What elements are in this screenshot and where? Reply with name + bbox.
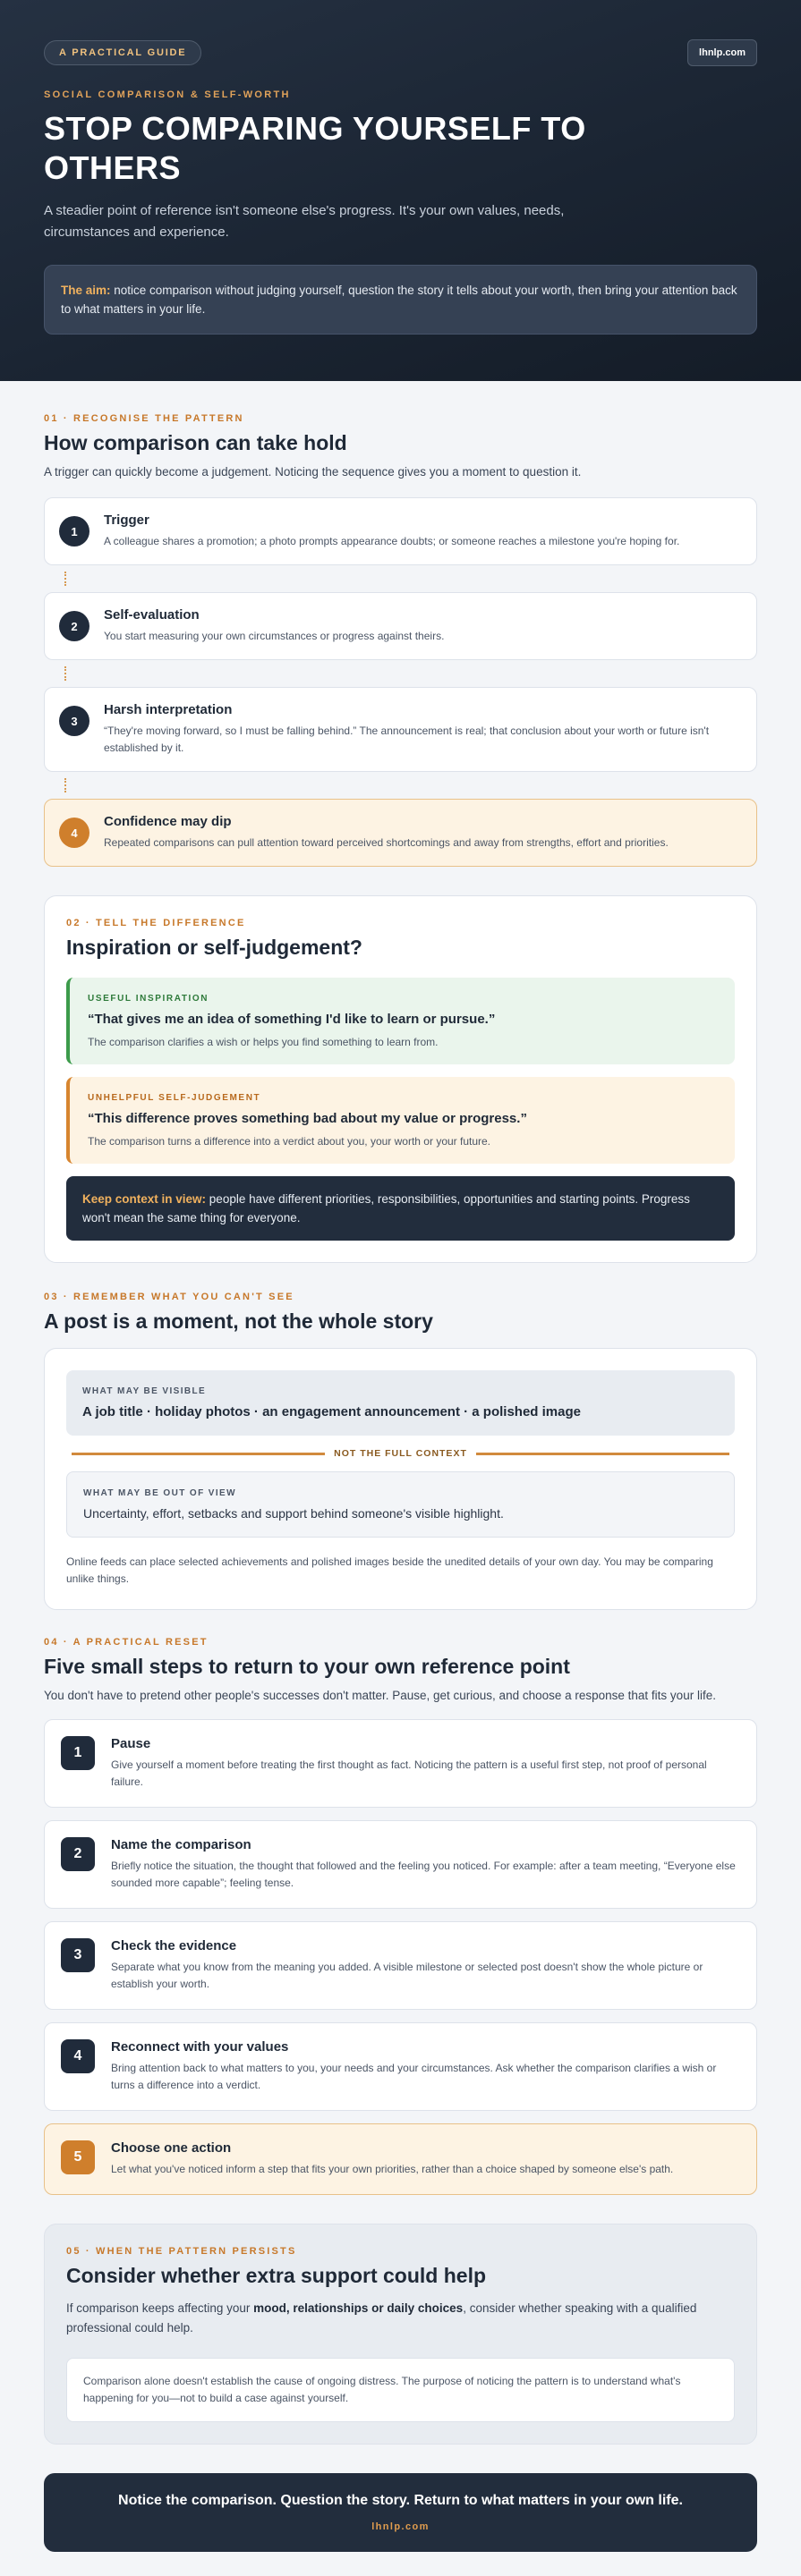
section-recognise-pattern [0,381,801,867]
hero-header [0,0,801,381]
footer-section [0,2473,801,2552]
step-title: Check the evidence [111,1938,237,1953]
brand-link[interactable]: lhnlp.com [687,39,757,66]
section-title: A post is a moment, not the whole story [44,1309,433,1333]
divider-line [476,1453,729,1455]
step-title: Self-evaluation [104,607,200,623]
section-lead: You don't have to pretend other people's successes don't matter. Pause, get curious, and choose a response that fits your life. [44,1689,716,1702]
step-number: 1 [61,1736,95,1770]
callout-quote: “That gives me an idea of something I'd like to learn or pursue.” [88,1012,496,1027]
step-connector [44,772,757,799]
step-title: Choose one action [111,2140,232,2156]
aim-label: The aim: [61,284,111,297]
section-eyebrow: 01 · RECOGNISE THE PATTERN [44,413,244,424]
step-text: Repeated comparisons can pull attention toward perceived shortcomings and away from strengths, effort and priorities. [104,836,669,849]
step-text: A colleague shares a promotion; a photo prompts appearance doubts; or someone reaches a milestone you're hoping for. [104,535,680,547]
difference-card [44,895,757,1263]
reset-step-choose-action [44,2123,757,2195]
hidden-box [66,1471,735,1538]
step-text: “They're moving forward, so I must be falling behind.” The announcement is real; that conclusion about your worth or future isn't established by it. [104,724,710,754]
lead-emphasis: mood, relationships or daily choices [253,2301,464,2315]
section-extra-support [0,2224,801,2445]
section-practical-reset [0,1637,801,2195]
footer-brand-link[interactable]: lhnlp.com [371,2521,430,2532]
step-number: 2 [61,1837,95,1871]
step-number: 3 [59,706,89,736]
aim-text: notice comparison without judging yourself, question the story it tells about your worth, then bring your attention back to what matters in your life. [61,284,737,316]
step-connector [44,660,757,687]
pattern-step-confidence-dip [44,799,757,867]
step-title: Harsh interpretation [104,702,233,717]
context-text: people have different priorities, responsibilities, opportunities and starting points. Progress won't mean the same thing for everyone. [82,1192,690,1224]
callout-tag: UNHELPFUL SELF-JUDGEMENT [88,1093,261,1103]
section-eyebrow: 04 · A PRACTICAL RESET [44,1637,209,1648]
context-divider [72,1448,729,1459]
lead-part: , consider whether speaking with a qualified professional could help. [66,2301,697,2334]
hero-subtitle: A steadier point of reference isn't someone else's progress. It's your own values, needs, circumstances and experience. [44,203,565,240]
section-eyebrow: 03 · REMEMBER WHAT YOU CAN'T SEE [44,1292,294,1302]
step-title: Reconnect with your values [111,2039,289,2055]
callout-quote: “This difference proves something bad about my value or progress.” [88,1111,527,1126]
visible-box [66,1370,735,1436]
reset-step-reconnect-values [44,2022,757,2111]
pattern-step-trigger [44,497,757,565]
step-title: Confidence may dip [104,814,232,829]
callout-tag: USEFUL INSPIRATION [88,994,209,1004]
section-title: How comparison can take hold [44,431,347,454]
hero-top-row [44,39,757,66]
step-connector [44,565,757,592]
step-text: You start measuring your own circumstances or progress against theirs. [104,630,445,642]
hidden-text: Uncertainty, effort, setbacks and support behind someone's visible highlight. [83,1506,504,1521]
context-note [66,1176,735,1241]
footer-title: Notice the comparison. Question the story. Return to what matters in your own life. [118,2493,683,2508]
step-number: 3 [61,1938,95,1972]
aim-box [44,265,757,335]
section-lead [66,2299,735,2338]
unhelpful-judgement-callout [66,1077,735,1164]
useful-inspiration-callout [66,978,735,1064]
hero-eyebrow: SOCIAL COMPARISON & SELF-WORTH [44,89,291,100]
section-cant-see [0,1292,801,1610]
support-note: Comparison alone doesn't establish the cause of ongoing distress. The purpose of noticing the pattern is to understand what's happening for you—not to build a case against yourself. [66,2358,735,2422]
guide-badge: A PRACTICAL GUIDE [44,40,201,65]
section-lead: A trigger can quickly become a judgement. Noticing the sequence gives you a moment to question it. [44,465,582,479]
step-number: 1 [59,516,89,547]
divider-line [72,1453,325,1455]
reset-step-pause [44,1719,757,1808]
step-title: Trigger [104,513,149,528]
context-label: Keep context in view: [82,1192,207,1206]
hidden-tag: WHAT MAY BE OUT OF VIEW [83,1488,236,1498]
pattern-step-self-evaluation [44,592,757,660]
section-title: Inspiration or self-judgement? [66,936,362,959]
step-number: 4 [61,2039,95,2073]
step-number: 4 [59,818,89,848]
step-text: Bring attention back to what matters to you, your needs and your circumstances. Ask whether the comparison clarifies a wish or turns a difference into a verdict. [111,2062,717,2091]
step-text: Briefly notice the situation, the thought that followed and the feeling you noticed. For example: after a team meeting, “Everyone else sounded more capable”; feeling tense. [111,1860,736,1889]
step-number: 5 [61,2140,95,2174]
section-tell-difference [0,895,801,1263]
step-number: 2 [59,611,89,641]
support-card [44,2224,757,2445]
pattern-step-harsh-interpretation [44,687,757,772]
step-text: Give yourself a moment before treating the first thought as fact. Noticing the pattern is a useful first step, not proof of personal failure. [111,1758,707,1788]
reset-step-name-comparison [44,1820,757,1909]
callout-text: The comparison turns a difference into a verdict about you, your worth or your future. [88,1135,491,1148]
page-title: STOP COMPARING YOURSELF TO OTHERS [44,110,586,186]
visible-tag: WHAT MAY BE VISIBLE [82,1386,207,1396]
reset-steps [44,1719,757,2195]
section-eyebrow: 05 · WHEN THE PATTERN PERSISTS [66,2246,297,2257]
pattern-steps [44,497,757,867]
section-title: Consider whether extra support could help [66,2264,487,2287]
visible-text: A job title · holiday photos · an engagement announcement · a polished image [82,1404,581,1419]
divider-label: NOT THE FULL CONTEXT [334,1448,467,1459]
section-title: Five small steps to return to your own reference point [44,1655,570,1678]
reset-step-check-evidence [44,1921,757,2010]
lead-part: If comparison keeps affecting your [66,2301,254,2315]
step-text: Separate what you know from the meaning you added. A visible milestone or selected post doesn't show the whole picture or establish your worth. [111,1961,703,1990]
section-eyebrow: 02 · TELL THE DIFFERENCE [66,918,246,928]
step-title: Name the comparison [111,1837,251,1852]
visibility-card [44,1348,757,1610]
feed-note: Online feeds can place selected achievements and polished images beside the unedited details of your own day. You may be comparing unlike things. [66,1555,713,1585]
step-text: Let what you've noticed inform a step that fits your own priorities, rather than a choice shaped by someone else's path. [111,2163,674,2175]
callout-text: The comparison clarifies a wish or helps you find something to learn from. [88,1036,439,1048]
footer-banner [44,2473,757,2552]
step-title: Pause [111,1736,151,1751]
